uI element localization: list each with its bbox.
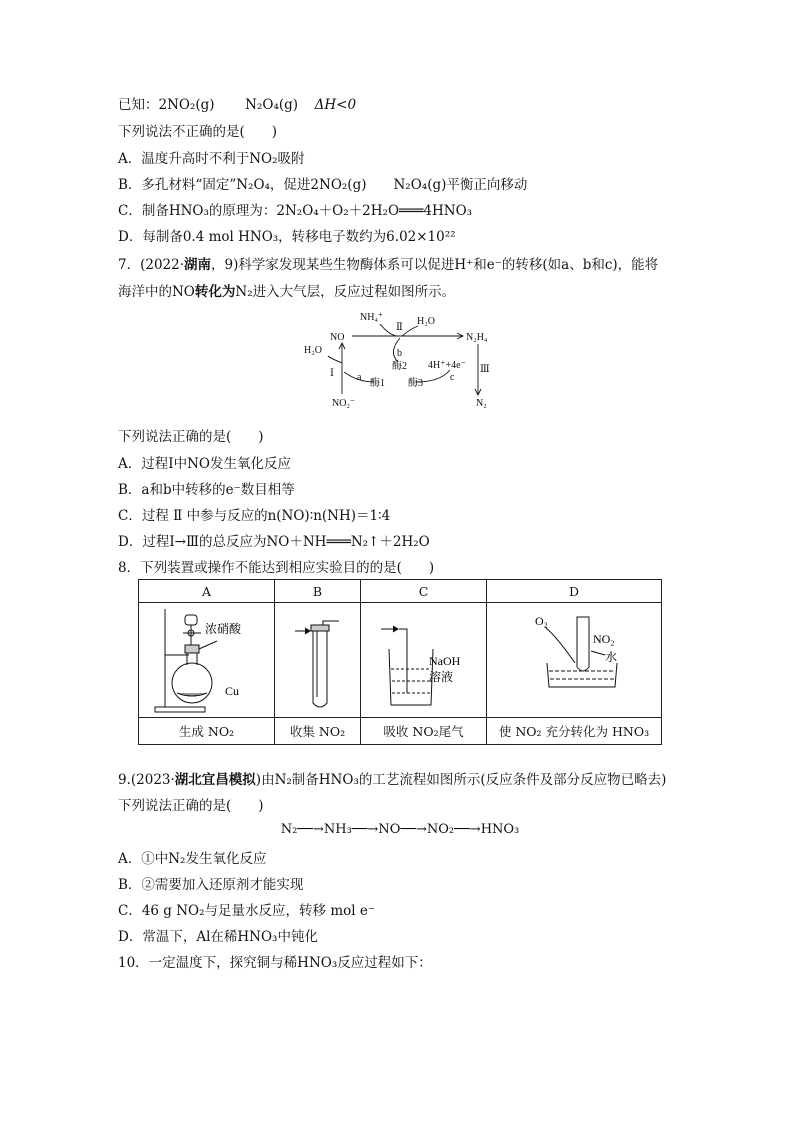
label-h2o-top: H₂O (417, 316, 435, 327)
q7-stem-line1 (118, 256, 658, 274)
h2o-curve (328, 356, 342, 363)
q9-stem (118, 771, 666, 789)
q9-option-a: A．①中N₂发生氧化反应 (118, 851, 267, 867)
reaction-left: 2NO₂(g) (158, 97, 215, 113)
q7-line2-bold: 转化为 (194, 284, 236, 300)
q7-stem-line2 (118, 283, 455, 301)
q7-line2-b: N₂进入大气层，反应过程如图所示。 (235, 284, 456, 300)
q9-question: 下列说法正确的是( ) (118, 798, 264, 814)
apparatus-a (139, 603, 275, 718)
q9-option-c: C．46 g NO₂与足量水反应，转移 mol e⁻ (118, 903, 375, 919)
q10-stem: 10．一定温度下，探究铜与稀HNO₃反应过程如下： (118, 955, 432, 971)
q9-stem-rest: )由N₂制备HNO₃的工艺流程如图所示(反应条件及部分反应物已略去) (255, 772, 667, 788)
q8-stem: 8．下列装置或操作不能达到相应实验目的的是( ) (118, 560, 435, 576)
q7-option-a: A．过程Ⅰ中NO发生氧化反应 (118, 456, 291, 472)
q7-line2-a: 海洋中的NO (118, 284, 195, 300)
label-no2minus: NO₂⁻ (332, 398, 356, 409)
label-b: b (397, 348, 402, 359)
label-step1: Ⅰ (330, 368, 334, 379)
known-prefix: 已知： (118, 97, 159, 113)
column-b-header: B (275, 580, 361, 603)
enzyme-process-diagram (300, 308, 500, 414)
q9-flow: N₂──→NH₃──→NO──→NO₂──→HNO₃ (280, 822, 520, 837)
q7-option-d: D．过程Ⅰ→Ⅲ的总反应为NO＋NH═══N₂↑＋2H₂O (118, 534, 430, 550)
column-c-header: C (361, 580, 487, 603)
nh4-curve (380, 324, 396, 336)
label-enzyme2: 酶2 (392, 361, 407, 372)
label-conc-nitric-acid: 浓硝酸 (205, 622, 242, 636)
label-c: c (450, 372, 455, 383)
q7-option-b: B．a和b中转移的e⁻数目相等 (118, 482, 295, 498)
label-a: a (357, 372, 362, 383)
q6-option-d: D．每制备0.4 mol HNO₃，转移电子数约为6.02×10²² (118, 229, 456, 245)
label-step3: Ⅲ (480, 364, 490, 375)
label-enzyme1: 酶1 (370, 378, 385, 389)
apparatus-d (487, 603, 662, 718)
experiment-table (138, 579, 662, 745)
column-a-header: A (139, 580, 275, 603)
label-copper: Cu (225, 684, 240, 698)
caption-b: 收集 NO₂ (275, 718, 361, 745)
q9-option-d: D．常温下，Al在稀HNO₃中钝化 (118, 929, 318, 945)
q7-source: 湖南 (184, 257, 212, 273)
label-solution: 溶液 (429, 670, 454, 684)
apparatus-b (275, 603, 361, 718)
reaction-right: N₂O₄(g) (245, 97, 299, 113)
label-n2h4: N₂H₄ (466, 332, 488, 343)
caption-d: 使 NO₂ 充分转化为 HNO₃ (487, 718, 662, 745)
q9-source: 湖北宜昌模拟 (174, 772, 256, 788)
label-o2: O₂ (535, 614, 548, 628)
label-no: NO (330, 332, 345, 343)
q7-question: 下列说法正确的是( ) (118, 429, 264, 445)
label-step2: Ⅱ (396, 322, 403, 333)
label-water: 水 (605, 650, 618, 664)
label-no2: NO₂ (593, 632, 615, 646)
q9-option-b: B．②需要加入还原剂才能实现 (118, 877, 304, 893)
q6-option-c: C．制备HNO₃的原理为：2N₂O₄＋O₂＋2H₂O═══4HNO₃ (118, 203, 473, 219)
h2o-top-curve (402, 326, 418, 336)
apparatus-c (361, 603, 487, 718)
label-proton-electron: 4H⁺+4e⁻ (428, 360, 466, 371)
enthalpy: ΔH<0 (314, 97, 357, 113)
q9-prefix: 9.(2023· (118, 772, 175, 788)
q6-option-b: B．多孔材料“固定”N₂O₄，促进2NO₂(g) N₂O₄(g)平衡正向移动 (118, 177, 528, 193)
label-enzyme3: 酶3 (408, 378, 423, 389)
q7-stem-rest: ，9)科学家发现某些生物酶体系可以促进H⁺和e⁻的转移(如a、b和c)，能将 (211, 257, 659, 273)
q6-option-a: A．温度升高时不利于NO₂吸附 (118, 151, 305, 167)
q7-option-c: C．过程 Ⅱ 中参与反应的n(NO)∶n(NH)＝1∶4 (118, 508, 391, 524)
caption-a: 生成 NO₂ (139, 718, 275, 745)
label-n2: N₂ (476, 398, 487, 409)
label-h2o-left: H₂O (304, 345, 322, 356)
column-d-header: D (487, 580, 662, 603)
label-naoh: NaOH (429, 654, 461, 668)
caption-c: 吸收 NO₂尾气 (361, 718, 487, 745)
q6-question: 下列说法不正确的是( ) (118, 124, 278, 140)
label-nh4: NH₄⁺ (360, 312, 384, 323)
known-reaction-line (118, 96, 356, 114)
q7-prefix: 7．(2022· (118, 257, 185, 273)
